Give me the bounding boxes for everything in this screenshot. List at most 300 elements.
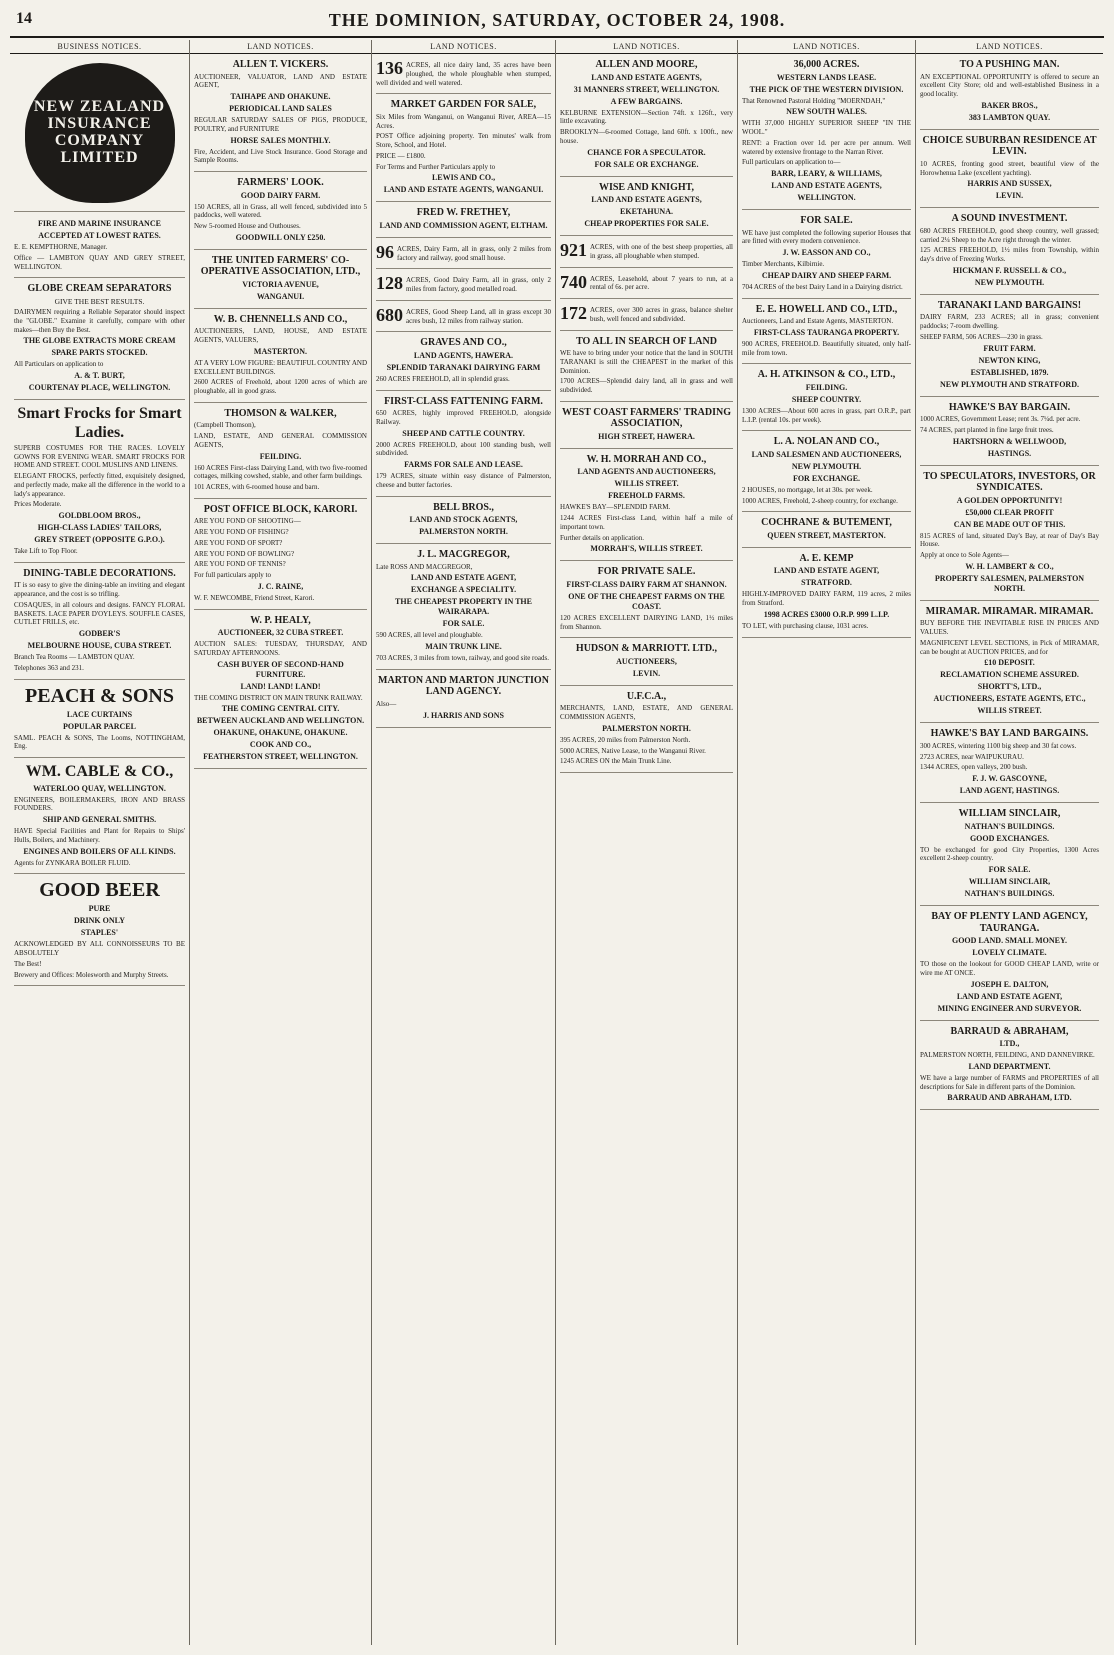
ad-text: AUCTIONEERS, LAND, HOUSE, AND ESTATE AGENTS, VALUERS,	[194, 327, 367, 344]
column-header: BUSINESS NOTICES.	[10, 40, 189, 54]
ad-text: SHEEP AND CATTLE COUNTRY.	[402, 428, 525, 438]
ad-text: GREY STREET (OPPOSITE G.P.O.).	[34, 535, 165, 545]
masthead	[10, 10, 1104, 38]
ad-text: E. E. KEMPTHORNE, Manager.	[14, 243, 108, 251]
ad-text: LAND AND ESTATE AGENTS,	[591, 72, 702, 82]
ad-title: POST OFFICE BLOCK, KARORI.	[203, 503, 358, 515]
ad-text: All Particulars on application to	[14, 360, 104, 369]
logo-text: NEW ZEALAND	[33, 98, 166, 116]
ad-text: 74 ACRES, part planted in fine large fruit trees.	[920, 425, 1054, 434]
ad-text: NEW PLYMOUTH.	[791, 461, 862, 471]
ad-text: RENT: a Fraction over 1d. per acre per annum. Well watered by extensive frontage to the Narran River.	[742, 138, 911, 156]
ad-text: ENGINES AND BOILERS OF ALL KINDS.	[23, 846, 176, 856]
ad-text: WILLIS STREET.	[977, 706, 1042, 716]
ad-text: POPULAR PARCEL	[63, 721, 136, 731]
ad-title: A. E. KEMP	[799, 552, 854, 564]
column-2	[190, 40, 372, 1645]
ad-text: 680 ACRES FREEHOLD, good sheep country, well grassed; carried 2¼ Sheep to the Acre right through the winter.	[920, 226, 1099, 244]
ad-text: 1998 ACRES £3000 O.R.P. 999 L.I.P.	[763, 609, 890, 619]
ad-text: JOSEPH E. DALTON,	[970, 979, 1049, 989]
advertisement	[376, 391, 551, 497]
ad-text: HASTINGS.	[987, 448, 1032, 458]
advertisement	[376, 238, 551, 270]
ad-text: WELLINGTON.	[797, 193, 856, 202]
ad-text: NATHAN'S BUILDINGS.	[964, 889, 1055, 898]
ad-text: GODBER'S	[78, 629, 121, 639]
advertisement	[376, 269, 551, 301]
ad-text: THE GLOBE EXTRACTS MORE CREAM	[23, 336, 176, 346]
ad-title: WISE AND KNIGHT,	[598, 181, 695, 193]
ad-text: WATERLOO QUAY, WELLINGTON.	[33, 783, 166, 793]
advertisement	[560, 686, 733, 773]
ad-text: COOK AND CO.,	[249, 740, 312, 750]
advertisement	[14, 54, 185, 212]
advertisement	[560, 54, 733, 177]
ad-text: CHEAP DAIRY AND SHEEP FARM.	[761, 270, 892, 280]
ad-text: 120 ACRES EXCELLENT DAIRYING LAND, 1½ miles from Shannon.	[560, 613, 733, 631]
ad-text: LAND AND ESTATE AGENTS, WANGANUI.	[383, 185, 544, 195]
advertisement	[920, 130, 1099, 209]
ad-text: AUCTIONEER, VALUATOR, LAND AND ESTATE AGENT,	[194, 72, 367, 90]
acreage-figure: 680	[376, 304, 403, 325]
ad-text: ACRES, Dairy Farm, all in grass, only 2 miles from factory and railway, good small house.	[397, 244, 551, 262]
advertisement	[376, 202, 551, 238]
ad-text: HAWKE'S BAY—SPLENDID FARM.	[560, 503, 671, 512]
advertisement-columns	[10, 40, 1104, 1645]
advertisement	[14, 680, 185, 759]
ad-text: J. W. EASSON AND CO.,	[782, 248, 871, 257]
ad-text: KELBURNE EXTENSION—Section 74ft. x 126ft., very little excavating.	[560, 108, 733, 126]
advertisement	[920, 803, 1099, 906]
ad-text: LEVIN.	[632, 668, 661, 678]
ad-text: LAND, ESTATE, AND GENERAL COMMISSION AGENTS,	[194, 432, 367, 449]
ad-text: WILLIAM SINCLAIR,	[968, 877, 1051, 886]
ad-text: SHORTT'S, LTD.,	[977, 682, 1042, 692]
ad-text: IT is so easy to give the dining-table an inviting and elegant appearance, and the cost is so trifling.	[14, 581, 185, 599]
ad-text: PALMERSTON NORTH.	[419, 527, 508, 536]
ad-text: ARE YOU FOND OF SPORT?	[194, 538, 283, 547]
ad-text: AUCTIONEER, 32 CUBA STREET.	[217, 628, 344, 637]
ad-text: For full particulars apply to	[194, 571, 271, 579]
ad-title: Smart Frocks for Smart Ladies.	[17, 405, 182, 441]
ad-text: HAVE Special Facilities and Plant for Repairs to Ships' Hulls, Boilers, and Machinery.	[14, 827, 185, 844]
ad-text: Telephones 363 and 231.	[14, 663, 84, 672]
ad-text: COURTENAY PLACE, WELLINGTON.	[28, 383, 171, 393]
ad-text: 1244 ACRES First-class Land, within half a mile of important town.	[560, 514, 733, 531]
ad-title: WEST COAST FARMERS' TRADING ASSOCIATION,	[561, 406, 732, 430]
ad-text: Six Miles from Wanganui, on Wanganui River, AREA—15 Acres.	[376, 112, 551, 130]
ad-text: GOLDBLOOM BROS.,	[58, 511, 141, 521]
ad-text: Prices Moderate.	[14, 500, 62, 509]
ad-text: 383 LAMBTON QUAY.	[968, 112, 1051, 122]
advertisement	[560, 299, 733, 331]
ad-text: SAML. PEACH & SONS, The Looms, NOTTINGHAM, Eng.	[14, 733, 185, 751]
ad-text: LAND AND ESTATE AGENT,	[410, 573, 517, 583]
ad-text: A GOLDEN OPPORTUNITY!	[956, 495, 1063, 505]
ad-text: 703 ACRES, 3 miles from town, railway, and good site roads.	[376, 654, 549, 662]
ad-text: ACRES, all nice dairy land, 35 acres have been ploughed, the whole ploughable when stumped, well divided and well watered.	[376, 61, 551, 87]
ad-text: AUCTIONEERS, ESTATE AGENTS, ETC.,	[933, 694, 1086, 704]
ad-text: AN EXCEPTIONAL OPPORTUNITY is offered to secure an excellent City Store; old and well-established Business in a good locality.	[920, 72, 1099, 98]
advertisement	[920, 208, 1099, 295]
advertisement	[376, 497, 551, 545]
advertisement	[742, 512, 911, 548]
ad-title: COCHRANE & BUTEMENT,	[761, 517, 892, 529]
ad-text: ACRES, over 300 acres in grass, balance shelter bush, well fenced and subdivided.	[590, 306, 733, 323]
advertisement	[376, 544, 551, 670]
advertisement	[560, 331, 733, 402]
ad-text: WITH 37,000 HIGHLY SUPERIOR SHEEP "IN THE WOOL."	[742, 119, 911, 136]
advertisement	[194, 172, 367, 250]
ad-title: MARTON AND MARTON JUNCTION LAND AGENCY.	[378, 674, 549, 698]
ad-text: ARE YOU FOND OF FISHING?	[194, 528, 289, 536]
ad-text: AT A VERY LOW FIGURE: BEAUTIFUL COUNTRY AND EXCELLENT BUILDINGS.	[194, 358, 367, 376]
ad-text: HICKMAN F. RUSSELL & CO.,	[952, 265, 1067, 275]
ad-text: Full particulars on application to—	[742, 158, 841, 167]
ad-title: ALLEN T. VICKERS.	[232, 59, 329, 70]
ad-text: POST Office adjoining property. Ten minutes' walk from Store, School, and Hotel.	[376, 132, 551, 149]
ad-text: A. & T. BURT,	[74, 371, 125, 381]
advertisement	[920, 397, 1099, 466]
ad-text: ARE YOU FOND OF TENNIS?	[194, 560, 286, 569]
ad-text: 125 ACRES FREEHOLD, 1½ miles from Township, within day's drive of Freezing Works.	[920, 246, 1099, 263]
ad-title: E. E. HOWELL AND CO., LTD.,	[755, 303, 898, 315]
ad-text: HIGH-CLASS LADIES' TAILORS,	[37, 523, 162, 533]
newspaper-title: THE DOMINION, SATURDAY, OCTOBER 24, 1908.	[328, 10, 786, 30]
ad-text: LAND AND STOCK AGENTS,	[409, 515, 518, 524]
ad-text: PERIODICAL LAND SALES	[229, 104, 332, 113]
ad-text: HIGH STREET, HAWERA.	[598, 431, 695, 441]
ad-title: FRED W. FRETHEY,	[416, 207, 511, 219]
column-header: LAND NOTICES.	[372, 40, 555, 54]
ad-text: LAND DEPARTMENT.	[968, 1061, 1051, 1071]
ad-title: FOR SALE.	[800, 215, 853, 226]
ad-text: NEWTON KING,	[978, 355, 1041, 365]
ad-title: TARANAKI LAND BARGAINS!	[937, 299, 1082, 311]
ad-text: FOR SALE OR EXCHANGE.	[594, 159, 699, 169]
advertisement	[742, 364, 911, 431]
ad-text: FREEHOLD FARMS.	[608, 491, 685, 501]
ad-text: Also—	[376, 699, 397, 708]
ad-text: MAGNIFICENT LEVEL SECTIONS, in Pick of MIRAMAR, can be bought at AUCTION PRICES, and for	[920, 638, 1099, 656]
ad-text: £50,000 CLEAR PROFIT	[965, 507, 1054, 517]
advertisement	[560, 449, 733, 562]
ad-text: QUEEN STREET, MASTERTON.	[767, 530, 886, 540]
ad-text: EKETAHUNA.	[620, 207, 673, 216]
ad-text: 101 ACRES, with 6-roomed house and barn.	[194, 483, 320, 491]
ad-text: THE COMING DISTRICT ON MAIN TRUNK RAILWAY.	[194, 693, 363, 702]
advertisement	[376, 301, 551, 333]
ad-text: PALMERSTON NORTH.	[602, 723, 691, 733]
ad-subtitle: GIVE THE BEST RESULTS.	[54, 296, 145, 306]
ad-text: Branch Tea Rooms — LAMBTON QUAY.	[14, 653, 135, 662]
column-header: LAND NOTICES.	[190, 40, 371, 54]
ad-text: COSAQUES, in all colours and designs. FANCY FLORAL BASKETS. LACE PAPER D'OYLEYS. SOUFFLE CASES, CUTLET FRILLS, etc.	[14, 600, 185, 627]
advertisement	[920, 723, 1099, 803]
advertisement	[560, 638, 733, 686]
ad-text: 5000 ACRES, Native Lease, to the Wanganui River.	[560, 746, 706, 755]
ad-text: FIRST-CLASS DAIRY FARM AT SHANNON.	[566, 579, 727, 589]
ad-text: BARR, LEARY, & WILLIAMS,	[771, 169, 882, 178]
ad-text: 10 ACRES, fronting good street, beautiful view of the Horowhenua Lake (excellent yachting).	[920, 159, 1099, 177]
ad-text: ACKNOWLEDGED BY ALL CONNOISSEURS TO BE ABSOLUTELY	[14, 940, 185, 958]
advertisement	[376, 94, 551, 202]
acreage-figure: 136	[376, 58, 403, 78]
ad-title: CHOICE SUBURBAN RESIDENCE AT LEVIN.	[922, 134, 1097, 158]
advertisement	[920, 466, 1099, 601]
advertisement	[14, 563, 185, 680]
advertisement	[194, 499, 367, 610]
advertisement	[194, 610, 367, 770]
ad-title: TO ALL IN SEARCH OF LAND	[576, 335, 717, 347]
ad-text: SUPERB COSTUMES FOR THE RACES. LOVELY GOWNS FOR EVENING WEAR. SMART FROCKS FOR HOME AND STREET. COOL MUSLINS AND LINENS.	[14, 443, 185, 470]
ad-title: A SOUND INVESTMENT.	[951, 213, 1068, 225]
ad-text: FRUIT FARM.	[983, 343, 1036, 353]
ad-text: PRICE — £1800.	[376, 151, 426, 160]
ad-text: Apply at once to Sole Agents—	[920, 551, 1009, 559]
ad-title: L. A. NOLAN AND CO.,	[773, 436, 880, 448]
ad-text: REGULAR SATURDAY SALES OF PIGS, PRODUCE, POULTRY, and FURNITURE	[194, 116, 367, 133]
logo-text: COMPANY	[54, 132, 145, 149]
ad-text: 815 ACRES of land, situated Day's Bay, at rear of Day's Bay House.	[920, 531, 1099, 549]
ad-text: LAND AND ESTATE AGENT,	[773, 566, 880, 576]
column-header: LAND NOTICES.	[738, 40, 915, 54]
ad-text: LAND AGENTS AND AUCTIONEERS,	[577, 467, 716, 477]
ad-text: Agents for ZYNKARA BOILER FLUID.	[14, 858, 131, 867]
ad-text: BUY BEFORE THE INEVITABLE RISE IN PRICES AND VALUES.	[920, 619, 1099, 636]
ad-text: DAIRY FARM, 233 ACRES; all in grass; convenient paddocks; 7-room dwelling.	[920, 313, 1099, 330]
ad-title: BARRAUD & ABRAHAM,	[950, 1025, 1069, 1037]
ad-title: FOR PRIVATE SALE.	[597, 566, 696, 578]
ad-text: 160 ACRES First-class Dairying Land, with two five-roomed cottages, milking cowshed, stable, and other farm buildings.	[194, 463, 367, 481]
ad-text: 260 ACRES FREEHOLD, all in splendid grass.	[376, 374, 510, 383]
ad-title: J. L. MACGREGOR,	[417, 549, 510, 560]
ad-title: W. H. MORRAH AND CO.,	[586, 453, 707, 465]
ad-title: W. B. CHENNELLS AND CO.,	[213, 313, 348, 325]
advertisement	[560, 177, 733, 237]
advertisement	[376, 54, 551, 94]
ad-text: 1000 ACRES, Government Lease; rent 3s. 7¼d. per acre.	[920, 415, 1081, 423]
ad-text: LAND AND COMMISSION AGENT, ELTHAM.	[379, 220, 548, 230]
ad-text: STAPLES'	[80, 928, 119, 938]
ad-text: MERCHANTS, LAND, ESTATE, AND GENERAL COMMISSION AGENTS,	[560, 704, 733, 721]
ad-text: FEILDING.	[805, 382, 848, 392]
ad-text: 2723 ACRES, near WAIPUKURAU.	[920, 752, 1024, 761]
advertisement	[920, 601, 1099, 724]
ad-text: LACE CURTAINS	[66, 709, 133, 719]
ad-text: MORRAH'S, WILLIS STREET.	[590, 544, 703, 554]
column-header: LAND NOTICES.	[916, 40, 1103, 54]
ad-text: HARTSHORN & WELLWOOD,	[952, 436, 1067, 446]
ad-text: 31 MANNERS STREET, WELLINGTON.	[573, 84, 720, 94]
column-1	[10, 40, 190, 1645]
ad-text: Auctioneers, Land and Estate Agents, MASTERTON.	[742, 317, 894, 325]
ad-text: NATHAN'S BUILDINGS.	[964, 821, 1055, 831]
ad-text: ESTABLISHED, 1879.	[970, 367, 1049, 377]
ad-text: CASH BUYER OF SECOND-HAND FURNITURE.	[217, 659, 344, 679]
ad-text: LAND AGENT, HASTINGS.	[959, 786, 1060, 795]
ad-text: WESTERN LANDS LEASE.	[776, 72, 877, 82]
ad-title: THOMSON & WALKER,	[224, 407, 337, 419]
ad-text: Late ROSS AND MACGREGOR,	[376, 562, 473, 571]
ad-text: PURE	[88, 904, 111, 914]
ad-text: WANGANUI.	[256, 291, 305, 301]
advertisement	[742, 299, 911, 365]
ad-text: 900 ACRES, FREEHOLD. Beautifully situated, only half-mile from town.	[742, 339, 911, 357]
advertisement	[560, 402, 733, 449]
ad-text: AUCTIONEERS,	[616, 656, 677, 666]
ad-text: SPARE PARTS STOCKED.	[51, 348, 148, 358]
advertisement	[194, 250, 367, 309]
acreage-figure: 128	[376, 273, 403, 294]
ad-text: J. C. RAINE,	[257, 581, 304, 591]
ad-text: HORSE SALES MONTHLY.	[230, 135, 331, 145]
ad-text: (Campbell Thomson),	[194, 421, 256, 430]
ad-text: ARE YOU FOND OF BOWLING?	[194, 549, 295, 558]
ad-text: THE COMING CENTRAL CITY.	[221, 704, 340, 714]
logo-text: INSURANCE	[47, 115, 152, 133]
ad-text: CHEAP PROPERTIES FOR SALE.	[584, 219, 709, 228]
ad-title: FARMERS' LOOK.	[237, 177, 324, 188]
acreage-figure: 740	[560, 271, 587, 292]
ad-text: OHAKUNE, OHAKUNE, OHAKUNE.	[213, 728, 348, 738]
advertisement	[14, 874, 185, 986]
advertisement	[920, 54, 1099, 130]
ad-text: BARRAUD AND ABRAHAM, LTD.	[947, 1093, 1072, 1103]
ad-title: ALLEN AND MOORE,	[595, 59, 698, 70]
ad-text: GOOD LAND. SMALL MONEY.	[951, 936, 1068, 945]
ad-text: 1344 ACRES, open valleys, 200 bush.	[920, 763, 1028, 772]
ad-text: WE have to bring under your notice that the land in SOUTH TARANAKI is still the CHEAPEST in the market of this Dominion.	[560, 349, 733, 375]
advertisement	[742, 54, 911, 210]
ad-title: HAWKE'S BAY BARGAIN.	[948, 401, 1071, 413]
ad-text: A FEW BARGAINS.	[610, 96, 683, 106]
ad-text: LEVIN.	[995, 191, 1024, 201]
ad-text: BAKER BROS.,	[981, 100, 1038, 110]
ad-text: GOOD DAIRY FARM.	[240, 190, 321, 200]
ad-text: ENGINEERS, BOILERMAKERS, IRON AND BRASS FOUNDERS.	[14, 795, 185, 813]
ad-title: HUDSON & MARRIOTT. LTD.,	[575, 643, 718, 655]
ad-text: LAND! LAND! LAND!	[240, 681, 321, 691]
ad-text: PROPERTY SALESMEN, PALMERSTON NORTH.	[934, 573, 1085, 593]
ad-text: W. H. LAMBERT & CO.,	[965, 561, 1054, 571]
ad-text: TO be exchanged for good City Properties, 1300 Acres excellent 2-sheep country.	[920, 845, 1099, 863]
ad-text: New 5-roomed House and Outhouses.	[194, 222, 301, 230]
ad-text: FARMS FOR SALE AND LEASE.	[404, 460, 523, 469]
ad-text: Take Lift to Top Floor.	[14, 547, 78, 556]
ad-text: FOR EXCHANGE.	[792, 473, 861, 483]
ad-title: TO A PUSHING MAN.	[959, 59, 1060, 70]
ad-text: TO those on the lookout for GOOD CHEAP LAND, write or wire me AT ONCE.	[920, 960, 1099, 977]
ad-text: AUCTION SALES: TUESDAY, THURSDAY, AND SATURDAY AFTERNOONS.	[194, 640, 367, 657]
ad-text: That Renowned Pastoral Holding "MOERNDAH,"	[742, 96, 886, 105]
ad-text: 1700 ACRES—Splendid dairy land, all in grass and well subdivided.	[560, 377, 733, 394]
ad-title: MARKET GARDEN FOR SALE,	[390, 99, 537, 111]
ad-text: 395 ACRES, 20 miles from Palmerston North.	[560, 735, 691, 744]
advertisement	[194, 54, 367, 172]
ad-title: W. P. HEALY,	[250, 614, 311, 626]
ad-text: LAND AND ESTATE AGENTS,	[591, 195, 702, 204]
ad-text: F. J. W. GASCOYNE,	[972, 774, 1047, 783]
column-5	[738, 40, 916, 1645]
ad-text: ONE OF THE CHEAPEST FARMS ON THE COAST.	[568, 591, 725, 611]
ad-text: 150 ACRES, all in Grass, all well fenced, subdivided into 5 paddocks, well watered.	[194, 202, 367, 220]
ad-title: WILLIAM SINCLAIR,	[958, 808, 1061, 819]
ad-text: 2000 ACRES FREEHOLD, about 100 standing bush, well subdivided.	[376, 440, 551, 458]
advertisement	[742, 548, 911, 638]
ad-title: 36,000 ACRES.	[793, 59, 860, 70]
ad-text: RECLAMATION SCHEME ASSURED.	[940, 670, 1079, 680]
ad-text: LAND AGENTS, HAWERA.	[413, 350, 514, 360]
ad-text: THE PICK OF THE WESTERN DIVISION.	[749, 84, 904, 94]
ad-title: TO SPECULATORS, INVESTORS, OR SYNDICATES.	[923, 470, 1096, 493]
ad-text: ACRES, Leasehold, about 7 years to run, at a rental of 6s. per acre.	[590, 274, 733, 292]
advertisement	[14, 212, 185, 278]
ad-text: LOVELY CLIMATE.	[972, 948, 1047, 957]
ad-text: 2 HOUSES, no mortgage, let at 30s. per week.	[742, 485, 873, 494]
ad-text: THE CHEAPEST PROPERTY IN THE WAIRARAPA.	[395, 597, 532, 617]
column-6	[916, 40, 1103, 1645]
advertisement	[14, 278, 185, 400]
ad-text: CAN BE MADE OUT OF THIS.	[953, 519, 1066, 529]
advertisement	[376, 332, 551, 390]
ad-text: SHEEP COUNTRY.	[791, 394, 862, 404]
ad-text: 704 ACRES of the best Dairy Land in a Dairying district.	[742, 282, 903, 291]
ad-title: U.F.C.A.,	[626, 690, 667, 702]
ad-text: WE have just completed the following superior Houses that are fitted with every modern convenience.	[742, 228, 911, 246]
ad-title: BELL BROS.,	[433, 501, 494, 513]
ad-text: TO LET, with purchasing clause, 1031 acres.	[742, 621, 869, 630]
ad-text: 2600 ACRES of Freehold, about 1200 acres of which are ploughable, all in good grass.	[194, 378, 367, 395]
ad-text: 300 ACRES, wintering 1100 big sheep and 30 fat cows.	[920, 741, 1077, 750]
advertisement	[376, 670, 551, 728]
ad-text: W. F. NEWCOMBE, Friend Street, Karori.	[194, 593, 315, 602]
ad-text: GOOD EXCHANGES.	[969, 833, 1050, 843]
ad-title: GOOD BEER	[39, 879, 160, 902]
ad-text: EXCHANGE A SPECIALITY.	[410, 585, 517, 595]
ad-text: SHEEP FARM, 506 ACRES—230 in grass.	[920, 332, 1043, 341]
advertisement	[194, 309, 367, 403]
logo-text: LIMITED	[60, 148, 139, 166]
ad-text: Further details on application.	[560, 533, 644, 542]
ad-text: 1000 ACRES, Freehold, 2-sheep country, for exchange.	[742, 496, 898, 505]
ad-title: GLOBE CREAM SEPARATORS	[27, 283, 172, 295]
ad-text: LEWIS AND CO.,	[431, 173, 496, 183]
advertisement	[742, 210, 911, 299]
ad-text: J. HARRIS AND SONS	[423, 710, 504, 720]
page-number: 14	[16, 10, 32, 27]
ad-title: MIRAMAR. MIRAMAR. MIRAMAR.	[925, 605, 1094, 617]
ad-text: 590 ACRES, all level and ploughable.	[376, 631, 483, 640]
advertisement	[920, 1021, 1099, 1111]
ad-text: VICTORIA AVENUE,	[242, 279, 319, 289]
ad-text: MASTERTON.	[253, 346, 308, 356]
ad-text: SHIP AND GENERAL SMITHS.	[42, 815, 157, 825]
advertisement	[920, 295, 1099, 397]
ad-text: GOODWILL ONLY £250.	[235, 232, 326, 242]
advertisement	[920, 906, 1099, 1021]
ad-title: BAY OF PLENTY LAND AGENCY, TAURANGA.	[931, 911, 1088, 934]
advertisement	[742, 431, 911, 512]
ad-text: FOR SALE.	[442, 619, 485, 629]
ad-text: The Best!	[14, 959, 42, 968]
ad-text: Brewery and Offices: Molesworth and Murphy Streets.	[14, 970, 169, 979]
ad-text: LAND SALESMEN AND AUCTIONEERS,	[751, 449, 902, 459]
ad-text: ACRES, Good Sheep Land, all in grass except 30 acres bush, 12 miles from railway station.	[406, 307, 551, 325]
column-header: LAND NOTICES.	[556, 40, 737, 54]
acreage-figure: 921	[560, 240, 587, 260]
ad-title: GRAVES AND CO.,	[420, 337, 507, 349]
